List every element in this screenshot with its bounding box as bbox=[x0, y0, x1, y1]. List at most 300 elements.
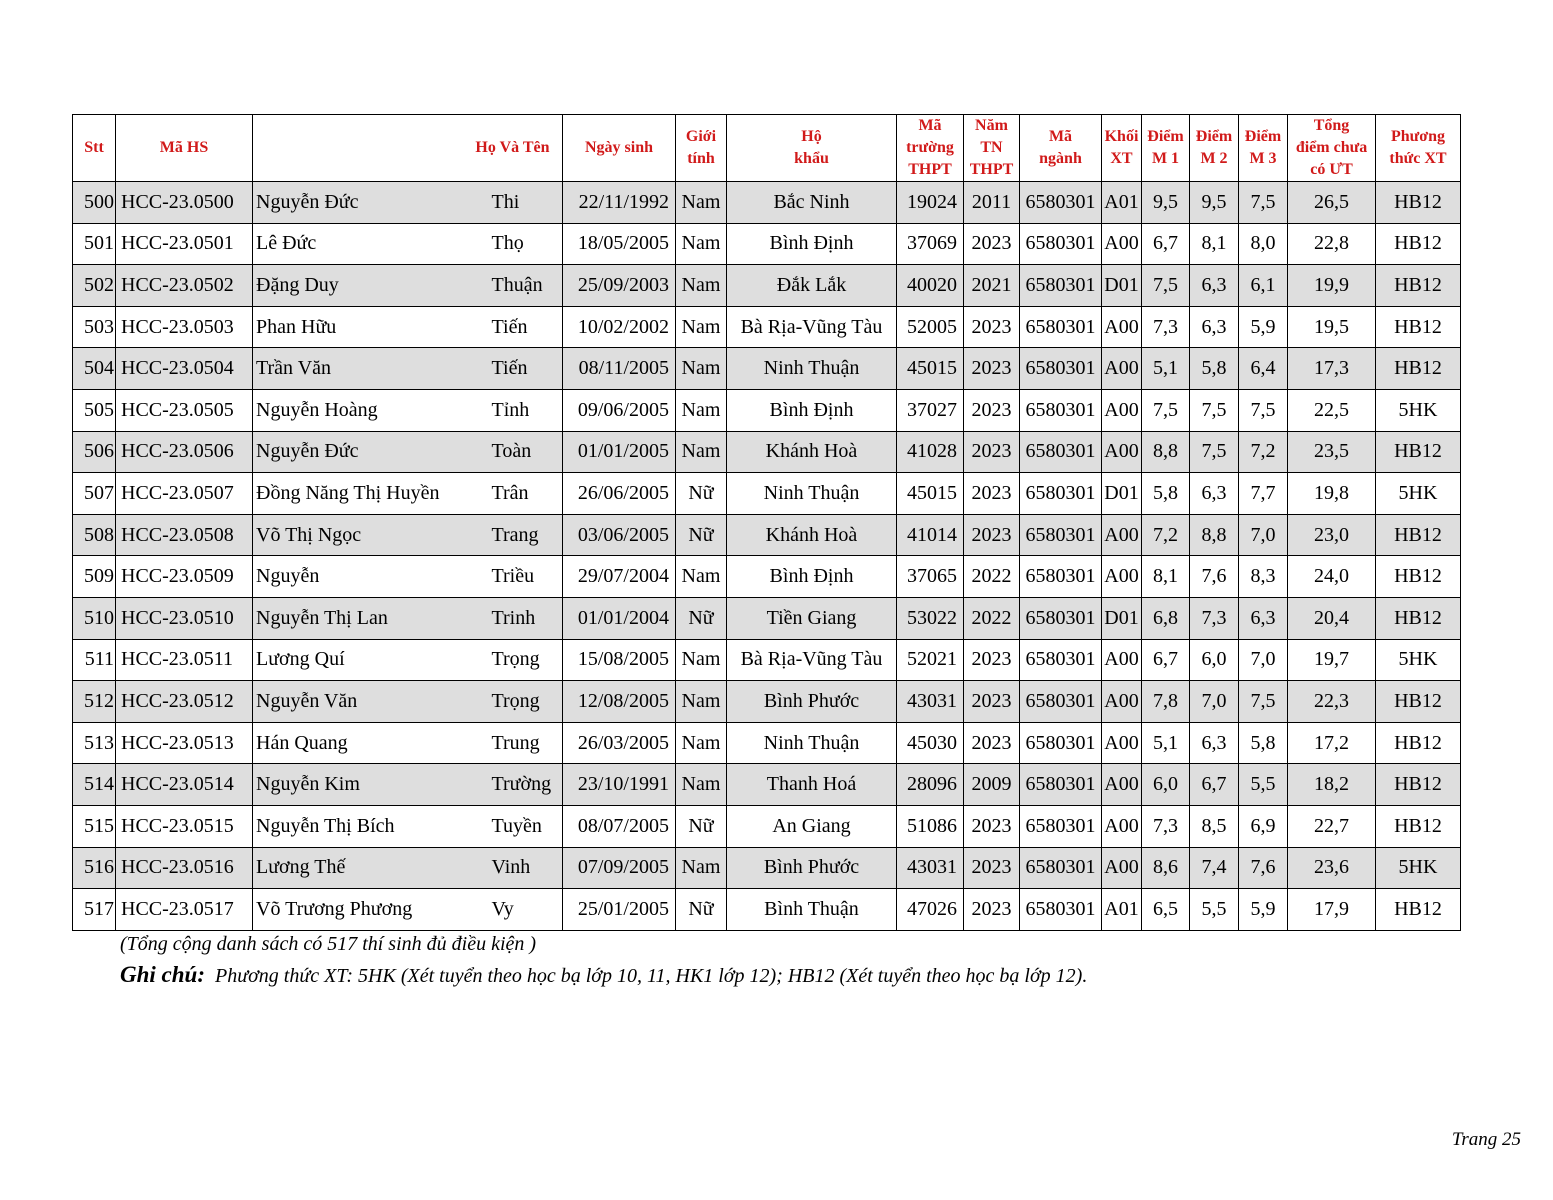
cell-phuong-thuc: HB12 bbox=[1376, 764, 1461, 806]
cell-ngay-sinh: 23/10/1991 bbox=[563, 764, 676, 806]
cell-ngay-sinh: 29/07/2004 bbox=[563, 556, 676, 598]
cell-khoi-xt: A00 bbox=[1102, 514, 1142, 556]
cell-khoi-xt: A00 bbox=[1102, 639, 1142, 681]
cell-diem-m1: 6,7 bbox=[1142, 639, 1190, 681]
cell-ten: Tỉnh bbox=[490, 389, 563, 431]
table-row bbox=[73, 805, 1461, 847]
cell-ngay-sinh: 03/06/2005 bbox=[563, 514, 676, 556]
cell-tong-diem: 22,3 bbox=[1288, 681, 1376, 723]
cell-tong-diem: 22,5 bbox=[1288, 389, 1376, 431]
cell-ngay-sinh: 01/01/2004 bbox=[563, 597, 676, 639]
cell-diem-m3: 7,5 bbox=[1239, 182, 1288, 224]
header-ma-nganh: Mã ngành bbox=[1020, 115, 1102, 182]
cell-diem-m3: 6,3 bbox=[1239, 597, 1288, 639]
cell-tong-diem: 19,5 bbox=[1288, 306, 1376, 348]
cell-ma-nganh: 6580301 bbox=[1020, 847, 1102, 889]
cell-stt: 514 bbox=[73, 764, 116, 806]
cell-khoi-xt: A01 bbox=[1102, 182, 1142, 224]
cell-ho: Nguyễn Kim bbox=[253, 764, 490, 806]
cell-ngay-sinh: 10/02/2002 bbox=[563, 306, 676, 348]
table-row bbox=[73, 431, 1461, 473]
cell-ma-nganh: 6580301 bbox=[1020, 764, 1102, 806]
cell-ho-khau: Ninh Thuận bbox=[727, 348, 897, 390]
cell-ma-hs: HCC-23.0511 bbox=[116, 639, 253, 681]
cell-nam-tn: 2023 bbox=[964, 348, 1020, 390]
cell-tong-diem: 19,9 bbox=[1288, 265, 1376, 307]
cell-ma-hs: HCC-23.0510 bbox=[116, 597, 253, 639]
cell-gioi-tinh: Nam bbox=[676, 556, 727, 598]
cell-ngay-sinh: 07/09/2005 bbox=[563, 847, 676, 889]
table-row bbox=[73, 265, 1461, 307]
cell-diem-m1: 6,5 bbox=[1142, 889, 1190, 931]
cell-tong-diem: 23,5 bbox=[1288, 431, 1376, 473]
cell-ho-khau: Bình Định bbox=[727, 556, 897, 598]
cell-diem-m1: 8,8 bbox=[1142, 431, 1190, 473]
cell-diem-m3: 7,2 bbox=[1239, 431, 1288, 473]
cell-gioi-tinh: Nữ bbox=[676, 805, 727, 847]
cell-ma-hs: HCC-23.0505 bbox=[116, 389, 253, 431]
cell-ho-khau: Đắk Lắk bbox=[727, 265, 897, 307]
cell-diem-m3: 7,7 bbox=[1239, 473, 1288, 515]
cell-gioi-tinh: Nữ bbox=[676, 514, 727, 556]
cell-khoi-xt: A00 bbox=[1102, 722, 1142, 764]
cell-phuong-thuc: HB12 bbox=[1376, 265, 1461, 307]
cell-ma-truong: 41028 bbox=[897, 431, 964, 473]
cell-ten: Trang bbox=[490, 514, 563, 556]
cell-nam-tn: 2023 bbox=[964, 847, 1020, 889]
cell-ma-hs: HCC-23.0506 bbox=[116, 431, 253, 473]
cell-nam-tn: 2022 bbox=[964, 556, 1020, 598]
cell-ten: Trung bbox=[490, 722, 563, 764]
cell-diem-m2: 5,5 bbox=[1190, 889, 1239, 931]
cell-diem-m1: 6,7 bbox=[1142, 223, 1190, 265]
header-khoi-xt: Khối XT bbox=[1102, 115, 1142, 182]
cell-ma-nganh: 6580301 bbox=[1020, 389, 1102, 431]
cell-ho-khau: Bà Rịa-Vũng Tàu bbox=[727, 306, 897, 348]
cell-diem-m3: 7,0 bbox=[1239, 514, 1288, 556]
header-tong-diem: Tổng điểm chưa có ƯT bbox=[1288, 115, 1376, 182]
cell-ngay-sinh: 09/06/2005 bbox=[563, 389, 676, 431]
cell-gioi-tinh: Nam bbox=[676, 639, 727, 681]
cell-diem-m1: 7,3 bbox=[1142, 805, 1190, 847]
cell-diem-m2: 5,8 bbox=[1190, 348, 1239, 390]
header-gioi-tinh: Giới tính bbox=[676, 115, 727, 182]
cell-nam-tn: 2023 bbox=[964, 639, 1020, 681]
header-ngay-sinh: Ngày sinh bbox=[563, 115, 676, 182]
cell-stt: 502 bbox=[73, 265, 116, 307]
cell-ten: Triều bbox=[490, 556, 563, 598]
header-ho-ten-label: Họ Và Tên bbox=[475, 139, 550, 156]
cell-phuong-thuc: HB12 bbox=[1376, 223, 1461, 265]
total-count-note: (Tổng cộng danh sách có 517 thí sinh đủ điều kiện ) bbox=[120, 933, 537, 955]
cell-phuong-thuc: HB12 bbox=[1376, 556, 1461, 598]
cell-stt: 517 bbox=[73, 889, 116, 931]
cell-diem-m2: 7,0 bbox=[1190, 681, 1239, 723]
cell-ma-truong: 45030 bbox=[897, 722, 964, 764]
cell-diem-m1: 7,2 bbox=[1142, 514, 1190, 556]
cell-ma-truong: 51086 bbox=[897, 805, 964, 847]
cell-gioi-tinh: Nam bbox=[676, 847, 727, 889]
cell-ma-nganh: 6580301 bbox=[1020, 514, 1102, 556]
cell-tong-diem: 23,6 bbox=[1288, 847, 1376, 889]
cell-ma-nganh: 6580301 bbox=[1020, 265, 1102, 307]
cell-khoi-xt: A00 bbox=[1102, 805, 1142, 847]
cell-diem-m1: 7,5 bbox=[1142, 389, 1190, 431]
cell-diem-m2: 6,7 bbox=[1190, 764, 1239, 806]
cell-nam-tn: 2023 bbox=[964, 473, 1020, 515]
cell-ten: Trinh bbox=[490, 597, 563, 639]
cell-ma-nganh: 6580301 bbox=[1020, 639, 1102, 681]
cell-stt: 508 bbox=[73, 514, 116, 556]
cell-gioi-tinh: Nữ bbox=[676, 889, 727, 931]
cell-ngay-sinh: 18/05/2005 bbox=[563, 223, 676, 265]
cell-nam-tn: 2023 bbox=[964, 889, 1020, 931]
cell-stt: 500 bbox=[73, 182, 116, 224]
cell-khoi-xt: A00 bbox=[1102, 847, 1142, 889]
header-ma-truong: Mã trường THPT bbox=[897, 115, 964, 182]
cell-ho: Võ Thị Ngọc bbox=[253, 514, 490, 556]
cell-ngay-sinh: 26/03/2005 bbox=[563, 722, 676, 764]
cell-tong-diem: 23,0 bbox=[1288, 514, 1376, 556]
cell-stt: 504 bbox=[73, 348, 116, 390]
cell-tong-diem: 24,0 bbox=[1288, 556, 1376, 598]
table-row bbox=[73, 681, 1461, 723]
cell-ma-truong: 37065 bbox=[897, 556, 964, 598]
cell-ma-hs: HCC-23.0502 bbox=[116, 265, 253, 307]
page-number: Trang 25 bbox=[1451, 1129, 1521, 1150]
cell-stt: 501 bbox=[73, 223, 116, 265]
cell-ho-khau: Bình Định bbox=[727, 389, 897, 431]
cell-ten: Trọng bbox=[490, 639, 563, 681]
cell-ten: Trân bbox=[490, 473, 563, 515]
cell-ten: Thuận bbox=[490, 265, 563, 307]
cell-diem-m3: 7,5 bbox=[1239, 681, 1288, 723]
cell-ma-truong: 52005 bbox=[897, 306, 964, 348]
cell-ma-nganh: 6580301 bbox=[1020, 681, 1102, 723]
cell-ma-nganh: 6580301 bbox=[1020, 889, 1102, 931]
cell-ten: Trường bbox=[490, 764, 563, 806]
cell-ma-nganh: 6580301 bbox=[1020, 431, 1102, 473]
cell-ho-khau: Bà Rịa-Vũng Tàu bbox=[727, 639, 897, 681]
cell-ngay-sinh: 15/08/2005 bbox=[563, 639, 676, 681]
cell-diem-m2: 6,0 bbox=[1190, 639, 1239, 681]
cell-ten: Toàn bbox=[490, 431, 563, 473]
cell-diem-m1: 8,1 bbox=[1142, 556, 1190, 598]
cell-ma-hs: HCC-23.0503 bbox=[116, 306, 253, 348]
table-row bbox=[73, 597, 1461, 639]
table-row bbox=[73, 389, 1461, 431]
cell-stt: 505 bbox=[73, 389, 116, 431]
cell-tong-diem: 22,8 bbox=[1288, 223, 1376, 265]
cell-ten: Thi bbox=[490, 182, 563, 224]
table-body bbox=[73, 182, 1461, 931]
cell-phuong-thuc: HB12 bbox=[1376, 889, 1461, 931]
cell-diem-m3: 7,6 bbox=[1239, 847, 1288, 889]
cell-ma-nganh: 6580301 bbox=[1020, 805, 1102, 847]
cell-khoi-xt: D01 bbox=[1102, 473, 1142, 515]
cell-ngay-sinh: 08/07/2005 bbox=[563, 805, 676, 847]
cell-gioi-tinh: Nữ bbox=[676, 597, 727, 639]
cell-nam-tn: 2023 bbox=[964, 431, 1020, 473]
cell-diem-m3: 5,9 bbox=[1239, 889, 1288, 931]
cell-ten: Vy bbox=[490, 889, 563, 931]
cell-ho: Nguyễn Văn bbox=[253, 681, 490, 723]
header-diem-m2: Điểm M 2 bbox=[1190, 115, 1239, 182]
cell-tong-diem: 19,7 bbox=[1288, 639, 1376, 681]
cell-phuong-thuc: 5HK bbox=[1376, 639, 1461, 681]
cell-ma-hs: HCC-23.0512 bbox=[116, 681, 253, 723]
cell-diem-m1: 6,0 bbox=[1142, 764, 1190, 806]
cell-tong-diem: 20,4 bbox=[1288, 597, 1376, 639]
cell-ma-nganh: 6580301 bbox=[1020, 223, 1102, 265]
cell-ma-truong: 37069 bbox=[897, 223, 964, 265]
cell-ten: Trọng bbox=[490, 681, 563, 723]
cell-ho: Lương Quí bbox=[253, 639, 490, 681]
cell-ho-khau: An Giang bbox=[727, 805, 897, 847]
header-stt: Stt bbox=[73, 115, 116, 182]
cell-ho: Nguyễn Thị Bích bbox=[253, 805, 490, 847]
cell-stt: 507 bbox=[73, 473, 116, 515]
cell-gioi-tinh: Nam bbox=[676, 306, 727, 348]
cell-tong-diem: 17,3 bbox=[1288, 348, 1376, 390]
cell-ngay-sinh: 22/11/1992 bbox=[563, 182, 676, 224]
cell-nam-tn: 2023 bbox=[964, 514, 1020, 556]
header-nam-tn: Năm TN THPT bbox=[964, 115, 1020, 182]
cell-diem-m2: 7,5 bbox=[1190, 389, 1239, 431]
cell-ho: Võ Trương Phương bbox=[253, 889, 490, 931]
cell-ho: Nguyễn Đức bbox=[253, 182, 490, 224]
header-ho-ten bbox=[253, 115, 550, 182]
cell-ma-truong: 52021 bbox=[897, 639, 964, 681]
cell-ho: Nguyễn bbox=[253, 556, 490, 598]
cell-phuong-thuc: HB12 bbox=[1376, 681, 1461, 723]
cell-gioi-tinh: Nam bbox=[676, 681, 727, 723]
cell-nam-tn: 2023 bbox=[964, 722, 1020, 764]
note-label: Ghi chú: bbox=[120, 962, 205, 987]
cell-ma-truong: 45015 bbox=[897, 473, 964, 515]
cell-nam-tn: 2023 bbox=[964, 805, 1020, 847]
cell-gioi-tinh: Nam bbox=[676, 223, 727, 265]
header-phuong-thuc: Phương thức XT bbox=[1376, 115, 1461, 182]
cell-ho: Đồng Năng Thị Huyền bbox=[253, 473, 490, 515]
table-row bbox=[73, 722, 1461, 764]
cell-diem-m3: 7,0 bbox=[1239, 639, 1288, 681]
cell-phuong-thuc: 5HK bbox=[1376, 847, 1461, 889]
cell-diem-m1: 5,1 bbox=[1142, 348, 1190, 390]
cell-tong-diem: 19,8 bbox=[1288, 473, 1376, 515]
cell-ma-nganh: 6580301 bbox=[1020, 306, 1102, 348]
cell-khoi-xt: D01 bbox=[1102, 265, 1142, 307]
cell-ngay-sinh: 12/08/2005 bbox=[563, 681, 676, 723]
header-diem-m3: Điểm M 3 bbox=[1239, 115, 1288, 182]
cell-ho: Lương Thế bbox=[253, 847, 490, 889]
cell-ma-truong: 53022 bbox=[897, 597, 964, 639]
cell-tong-diem: 17,9 bbox=[1288, 889, 1376, 931]
cell-ma-hs: HCC-23.0500 bbox=[116, 182, 253, 224]
cell-diem-m3: 8,3 bbox=[1239, 556, 1288, 598]
candidate-table bbox=[72, 114, 1461, 931]
cell-phuong-thuc: HB12 bbox=[1376, 805, 1461, 847]
cell-ma-truong: 47026 bbox=[897, 889, 964, 931]
cell-diem-m2: 7,4 bbox=[1190, 847, 1239, 889]
header-ma-hs: Mã HS bbox=[116, 115, 253, 182]
cell-ngay-sinh: 01/01/2005 bbox=[563, 431, 676, 473]
table-row bbox=[73, 764, 1461, 806]
cell-nam-tn: 2023 bbox=[964, 681, 1020, 723]
cell-ho: Phan Hữu bbox=[253, 306, 490, 348]
cell-ma-truong: 19024 bbox=[897, 182, 964, 224]
cell-gioi-tinh: Nam bbox=[676, 764, 727, 806]
table-row bbox=[73, 473, 1461, 515]
cell-stt: 513 bbox=[73, 722, 116, 764]
cell-stt: 506 bbox=[73, 431, 116, 473]
cell-ma-hs: HCC-23.0516 bbox=[116, 847, 253, 889]
cell-ngay-sinh: 08/11/2005 bbox=[563, 348, 676, 390]
cell-stt: 510 bbox=[73, 597, 116, 639]
cell-nam-tn: 2021 bbox=[964, 265, 1020, 307]
cell-tong-diem: 26,5 bbox=[1288, 182, 1376, 224]
cell-ten: Vinh bbox=[490, 847, 563, 889]
cell-khoi-xt: A01 bbox=[1102, 889, 1142, 931]
cell-phuong-thuc: HB12 bbox=[1376, 514, 1461, 556]
cell-diem-m2: 7,3 bbox=[1190, 597, 1239, 639]
cell-khoi-xt: A00 bbox=[1102, 764, 1142, 806]
cell-ho-khau: Thanh Hoá bbox=[727, 764, 897, 806]
cell-ho-khau: Tiền Giang bbox=[727, 597, 897, 639]
cell-stt: 511 bbox=[73, 639, 116, 681]
cell-diem-m1: 6,8 bbox=[1142, 597, 1190, 639]
table-row bbox=[73, 348, 1461, 390]
table-row bbox=[73, 306, 1461, 348]
table-row bbox=[73, 639, 1461, 681]
cell-diem-m3: 6,4 bbox=[1239, 348, 1288, 390]
cell-ho: Nguyễn Đức bbox=[253, 431, 490, 473]
cell-diem-m2: 8,5 bbox=[1190, 805, 1239, 847]
cell-gioi-tinh: Nam bbox=[676, 182, 727, 224]
cell-ho-khau: Bình Định bbox=[727, 223, 897, 265]
cell-ten: Thọ bbox=[490, 223, 563, 265]
cell-khoi-xt: A00 bbox=[1102, 431, 1142, 473]
cell-ten: Tiến bbox=[490, 306, 563, 348]
cell-diem-m1: 7,5 bbox=[1142, 265, 1190, 307]
cell-diem-m2: 7,6 bbox=[1190, 556, 1239, 598]
cell-gioi-tinh: Nữ bbox=[676, 473, 727, 515]
cell-ma-truong: 45015 bbox=[897, 348, 964, 390]
cell-ma-hs: HCC-23.0514 bbox=[116, 764, 253, 806]
cell-ho-khau: Khánh Hoà bbox=[727, 514, 897, 556]
cell-gioi-tinh: Nam bbox=[676, 348, 727, 390]
cell-ngay-sinh: 25/09/2003 bbox=[563, 265, 676, 307]
cell-nam-tn: 2023 bbox=[964, 306, 1020, 348]
cell-phuong-thuc: 5HK bbox=[1376, 473, 1461, 515]
cell-ma-truong: 37027 bbox=[897, 389, 964, 431]
cell-ma-truong: 43031 bbox=[897, 681, 964, 723]
cell-ma-nganh: 6580301 bbox=[1020, 182, 1102, 224]
cell-diem-m3: 6,1 bbox=[1239, 265, 1288, 307]
cell-diem-m1: 5,1 bbox=[1142, 722, 1190, 764]
table-row bbox=[73, 889, 1461, 931]
cell-ho-khau: Bắc Ninh bbox=[727, 182, 897, 224]
cell-diem-m3: 6,9 bbox=[1239, 805, 1288, 847]
cell-ma-hs: HCC-23.0509 bbox=[116, 556, 253, 598]
cell-diem-m2: 8,8 bbox=[1190, 514, 1239, 556]
cell-stt: 509 bbox=[73, 556, 116, 598]
cell-khoi-xt: A00 bbox=[1102, 223, 1142, 265]
cell-nam-tn: 2011 bbox=[964, 182, 1020, 224]
cell-diem-m2: 6,3 bbox=[1190, 265, 1239, 307]
cell-ten: Tiến bbox=[490, 348, 563, 390]
table-row bbox=[73, 182, 1461, 224]
table-row bbox=[73, 847, 1461, 889]
cell-ma-nganh: 6580301 bbox=[1020, 722, 1102, 764]
cell-phuong-thuc: HB12 bbox=[1376, 348, 1461, 390]
cell-diem-m1: 8,6 bbox=[1142, 847, 1190, 889]
cell-khoi-xt: A00 bbox=[1102, 389, 1142, 431]
cell-nam-tn: 2009 bbox=[964, 764, 1020, 806]
cell-ma-truong: 28096 bbox=[897, 764, 964, 806]
cell-ho: Trần Văn bbox=[253, 348, 490, 390]
cell-phuong-thuc: HB12 bbox=[1376, 182, 1461, 224]
cell-diem-m1: 7,3 bbox=[1142, 306, 1190, 348]
cell-ho: Hán Quang bbox=[253, 722, 490, 764]
cell-nam-tn: 2023 bbox=[964, 223, 1020, 265]
cell-ho: Nguyễn Thị Lan bbox=[253, 597, 490, 639]
header-diem-m1: Điểm M 1 bbox=[1142, 115, 1190, 182]
cell-ho: Lê Đức bbox=[253, 223, 490, 265]
cell-ho-khau: Bình Phước bbox=[727, 847, 897, 889]
cell-ma-hs: HCC-23.0501 bbox=[116, 223, 253, 265]
cell-ma-hs: HCC-23.0504 bbox=[116, 348, 253, 390]
table-row bbox=[73, 514, 1461, 556]
cell-tong-diem: 17,2 bbox=[1288, 722, 1376, 764]
cell-gioi-tinh: Nam bbox=[676, 265, 727, 307]
cell-ma-hs: HCC-23.0515 bbox=[116, 805, 253, 847]
table-row bbox=[73, 223, 1461, 265]
cell-diem-m1: 5,8 bbox=[1142, 473, 1190, 515]
cell-ma-nganh: 6580301 bbox=[1020, 556, 1102, 598]
cell-diem-m3: 5,5 bbox=[1239, 764, 1288, 806]
cell-ho: Đặng Duy bbox=[253, 265, 490, 307]
cell-ma-hs: HCC-23.0507 bbox=[116, 473, 253, 515]
cell-ma-nganh: 6580301 bbox=[1020, 473, 1102, 515]
cell-phuong-thuc: 5HK bbox=[1376, 389, 1461, 431]
cell-khoi-xt: A00 bbox=[1102, 306, 1142, 348]
cell-stt: 503 bbox=[73, 306, 116, 348]
header-row bbox=[73, 115, 1461, 182]
cell-gioi-tinh: Nam bbox=[676, 722, 727, 764]
cell-diem-m3: 5,9 bbox=[1239, 306, 1288, 348]
cell-diem-m3: 8,0 bbox=[1239, 223, 1288, 265]
cell-khoi-xt: A00 bbox=[1102, 681, 1142, 723]
cell-phuong-thuc: HB12 bbox=[1376, 722, 1461, 764]
cell-ma-hs: HCC-23.0508 bbox=[116, 514, 253, 556]
cell-gioi-tinh: Nam bbox=[676, 389, 727, 431]
header-ho-khau: Hộ khẩu bbox=[727, 115, 897, 182]
cell-phuong-thuc: HB12 bbox=[1376, 597, 1461, 639]
cell-ten: Tuyền bbox=[490, 805, 563, 847]
cell-stt: 512 bbox=[73, 681, 116, 723]
cell-ngay-sinh: 26/06/2005 bbox=[563, 473, 676, 515]
cell-diem-m2: 8,1 bbox=[1190, 223, 1239, 265]
cell-stt: 515 bbox=[73, 805, 116, 847]
cell-diem-m1: 9,5 bbox=[1142, 182, 1190, 224]
cell-gioi-tinh: Nam bbox=[676, 431, 727, 473]
cell-tong-diem: 18,2 bbox=[1288, 764, 1376, 806]
cell-diem-m2: 6,3 bbox=[1190, 722, 1239, 764]
cell-nam-tn: 2022 bbox=[964, 597, 1020, 639]
table-row bbox=[73, 556, 1461, 598]
cell-phuong-thuc: HB12 bbox=[1376, 306, 1461, 348]
